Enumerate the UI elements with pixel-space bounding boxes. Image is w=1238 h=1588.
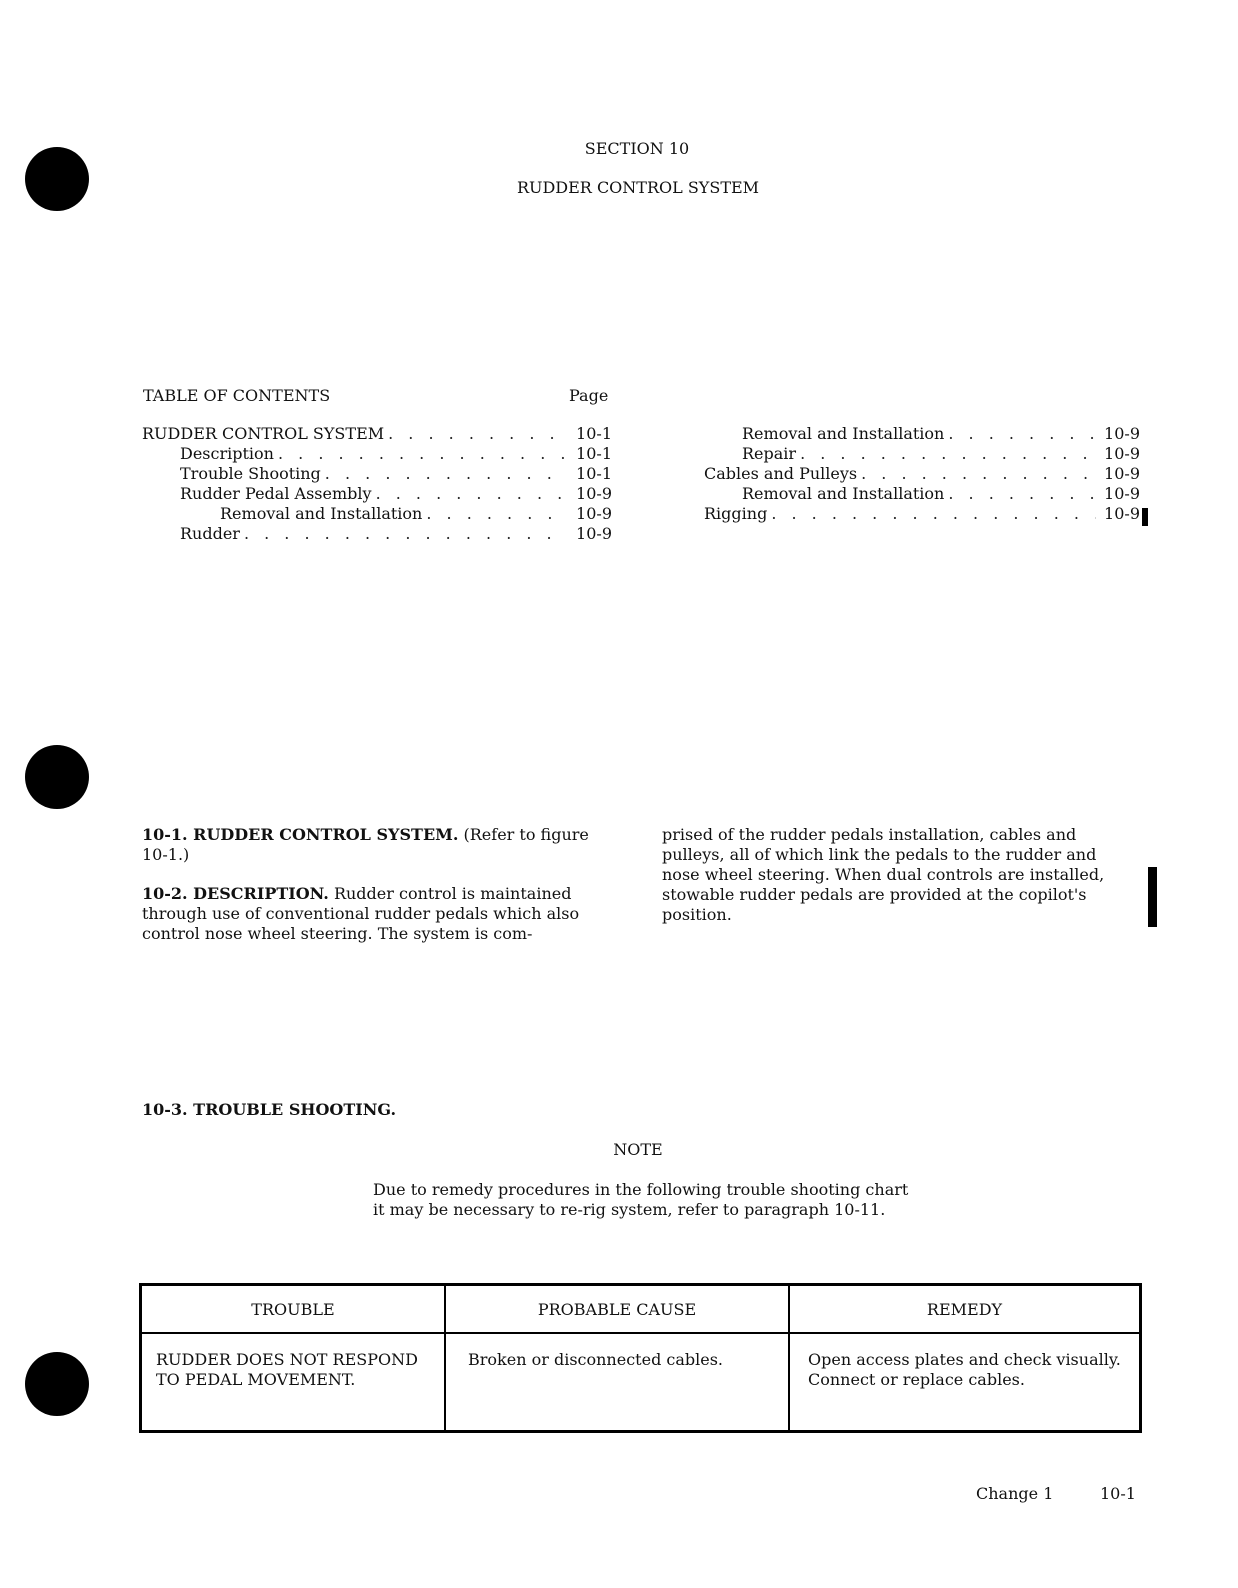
paragraph-10-3 (142, 1100, 612, 1120)
change-label: Change 1 (976, 1484, 1054, 1503)
toc-entry[interactable] (142, 524, 612, 544)
toc-entry-page: 10-9 (576, 524, 612, 543)
toc-leader (244, 524, 568, 544)
toc-entry-label: Removal and Installation (220, 504, 423, 523)
binder-hole-bottom (25, 1352, 89, 1416)
toc-entry-page: 10-9 (1104, 484, 1140, 503)
cell-probable-cause: Broken or disconnected cables. (445, 1333, 789, 1432)
column-header-trouble: TROUBLE (141, 1285, 446, 1334)
toc-page-heading: Page (569, 386, 609, 405)
toc-leader (861, 464, 1096, 484)
toc-entry[interactable] (704, 464, 1140, 484)
toc-entry-label: Removal and Installation (742, 424, 945, 443)
toc-leader (325, 464, 568, 484)
change-bar-description (1148, 867, 1157, 927)
section-title: RUDDER CONTROL SYSTEM (516, 178, 760, 197)
column-header-probable-cause: PROBABLE CAUSE (445, 1285, 789, 1334)
toc-entry-page: 10-9 (576, 504, 612, 523)
toc-entry[interactable] (704, 504, 1140, 524)
section-number: SECTION 10 (584, 139, 690, 158)
paragraph-heading: 10-3. TROUBLE SHOOTING. (142, 1100, 397, 1119)
page-number: 10-1 (1100, 1484, 1136, 1503)
toc-entry[interactable] (704, 424, 1140, 444)
toc-entry-label: Rudder (180, 524, 240, 543)
toc-entry-label: Removal and Installation (742, 484, 945, 503)
toc-leader (771, 504, 1096, 524)
note-title: NOTE (613, 1140, 663, 1159)
toc-entry-label: Rudder Pedal Assembly (180, 484, 372, 503)
paragraph-10-2 (142, 884, 612, 944)
toc-entry[interactable] (142, 484, 612, 504)
paragraph-text: prised of the rudder pedals installation, cables and pulleys, all of which link the pedals to the rudder and nose wheel steering. When dual controls are installed, stowable rudder pedals are provided at the copilot's position. (662, 825, 1105, 924)
column-header-remedy: REMEDY (789, 1285, 1141, 1334)
note-text: Due to remedy procedures in the following trouble shooting chart it may be necessary to re-rig system, refer to paragraph 10-11. (373, 1180, 909, 1219)
toc-entry-label: RUDDER CONTROL SYSTEM (142, 424, 385, 443)
cell-remedy: Open access plates and check visually. Connect or replace cables. (789, 1333, 1141, 1432)
toc-leader (800, 444, 1096, 464)
toc-heading: TABLE OF CONTENTS (143, 386, 331, 405)
toc-leader (278, 444, 568, 464)
toc-entry-page: 10-1 (576, 444, 612, 463)
toc-entry-page: 10-1 (576, 424, 612, 443)
toc-leader (948, 484, 1096, 504)
toc-entry-label: Repair (742, 444, 797, 463)
paragraph-10-2-continued (662, 825, 1132, 925)
trouble-shooting-table (139, 1283, 1142, 1433)
cell-trouble: RUDDER DOES NOT RESPOND TO PEDAL MOVEMENT. (141, 1333, 446, 1432)
toc-leader (948, 424, 1096, 444)
toc-leader (388, 424, 568, 444)
toc-entry-page: 10-9 (1104, 444, 1140, 463)
paragraph-text: Rudder control is maintained through use of conventional rudder pedals which also control nose wheel steering. The system is com- (142, 884, 580, 943)
toc-entry-page: 10-9 (1104, 464, 1140, 483)
binder-hole-top (25, 147, 89, 211)
toc-entry[interactable] (142, 504, 612, 524)
table-header-row (141, 1285, 1141, 1334)
toc-entry-page: 10-9 (576, 484, 612, 503)
toc-entry[interactable] (142, 424, 612, 444)
paragraph-10-1 (142, 825, 612, 865)
toc-entry-page: 10-9 (1104, 424, 1140, 443)
toc-right-column (704, 424, 1140, 524)
toc-entry-page: 10-9 (1104, 504, 1140, 523)
paragraph-heading: 10-2. DESCRIPTION. (142, 884, 329, 903)
toc-left-column (142, 424, 612, 544)
toc-entry-page: 10-1 (576, 464, 612, 483)
toc-entry-label: Description (180, 444, 274, 463)
paragraph-heading: 10-1. RUDDER CONTROL SYSTEM. (142, 825, 459, 844)
binder-hole-middle (25, 745, 89, 809)
toc-entry-label: Trouble Shooting (180, 464, 321, 483)
toc-entry[interactable] (142, 444, 612, 464)
toc-leader (426, 504, 568, 524)
paragraph-text: (Refer to figure 10-1.) (142, 825, 589, 864)
table-row (141, 1333, 1141, 1432)
toc-entry-label: Rigging (704, 504, 768, 523)
change-bar-toc (1142, 508, 1148, 526)
toc-entry[interactable] (704, 444, 1140, 464)
toc-entry-label: Cables and Pulleys (704, 464, 858, 483)
toc-entry[interactable] (704, 484, 1140, 504)
toc-leader (376, 484, 568, 504)
toc-entry[interactable] (142, 464, 612, 484)
